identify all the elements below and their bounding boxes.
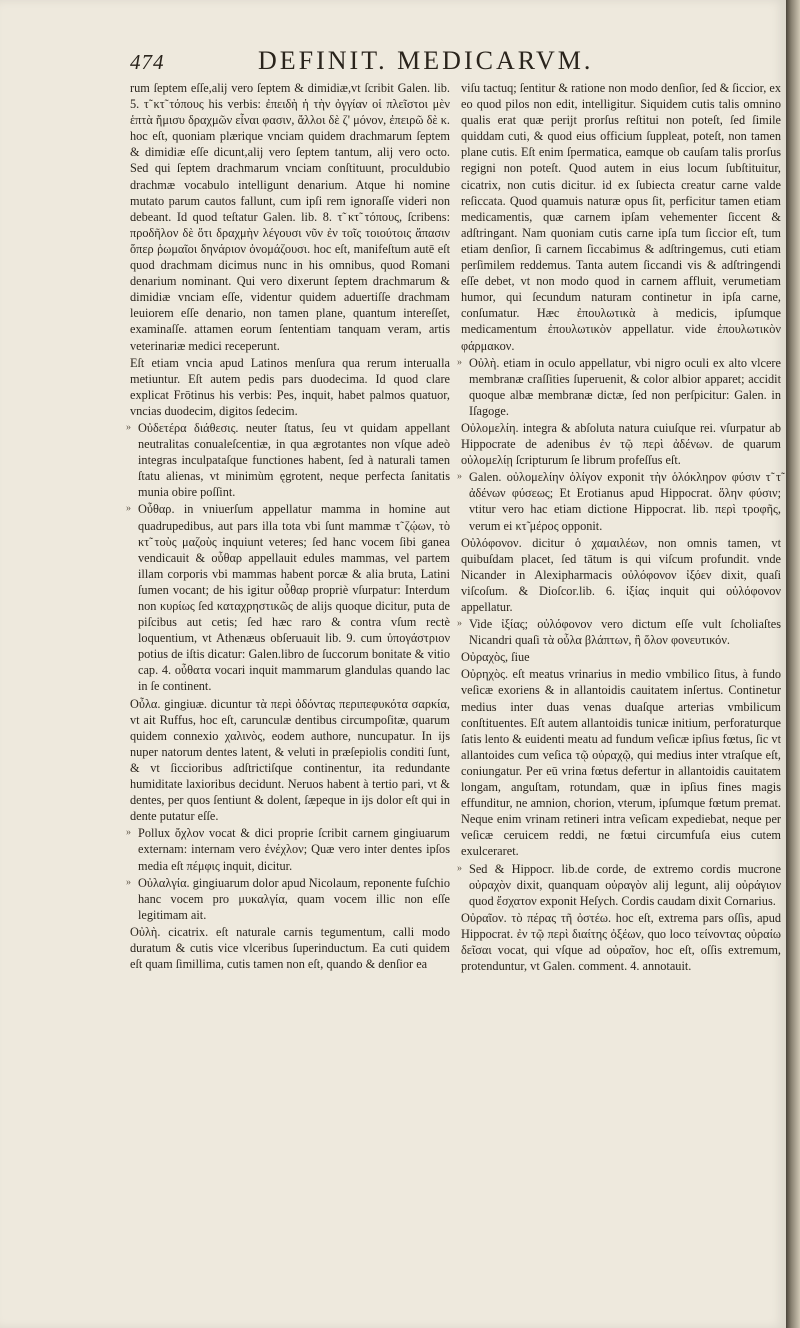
paragraph: Οὐραῖον. τὸ πέρας τῆ ὀστέω. hoc eſt, extrema pars oſſis, apud Hippocrat. ἐν τῷ περὶ διαίτης ὀξέων, quo loco τείνοντας οὐραίω δεῖσαι vocat, qui vſque ad οὐραῖον, hoc eſt, oſſis extremum, protenduntur, vt Galen. comment. 4. annotauit. (461, 910, 781, 974)
paragraph: rum ſeptem eſſe,alij vero ſeptem & dimidiæ,vt ſcribit Galen. lib. 5. τ̃ κτ̃ τόπους his verbis: ἐπειδὴ ἡ τὴν ὀγγίαν οἱ πλεῖστοι μὲν ἑπτὰ ἥμισυ δραχμῶν εἶναι φασιν, ἄλλοι δὲ ζ' μόνον, ἐπειρῶ δὲ κ. hoc eſt, quoniam plærique vnciam quidem drachmarum ſeptem & dimidiæ eſſe dicunt,alij vero ſeptem tantum, alij vero octo. Sed qui ſeptem drachmarum vnciam conſtituunt, proculdubio drachmæ vocabulo intelligunt denarium. Atque hi nomine mutato parum cautos fallunt, cum ipſi rem ignoraſſe videri non debeant. Id quod teſtatur Galen. lib. 8. τ̃ κτ̃ τόπους, ſcribens: προδῆλον δὲ ὅτι δραχμὴν λέγουσι νῦν ἐν τοῖς τοιούτοις ἅπασιν ὅπερ ῥωμαῖοι δηνάριον ὀνομάζουσι. hoc eſt, manifeſtum autē eſt quod drachmam dicimus nunc in his omnibus, quod Romani denarium nominant. Qui vero dixerunt ſeptem drachmarum & dimidiæ vnciam eſſe, videntur quidem aduertiſſe drachmam leuiorem eſſe denario, non tamen plane, quantum intereſſet, examinaſſe. attamen eorum ſententiam tanquam veram, artis veterinariæ medici receperunt. (130, 81, 450, 353)
left-text-column (130, 80, 450, 973)
paragraph: Οὐλομελίη. integra & abſoluta natura cuiuſque rei. vſurpatur ab Hippocrate de adenibus ἐν τῷ περὶ ἀδένων. de quarum οὐλομελίῃ ſcripturum ſe librum profeſſus eſt. (461, 420, 781, 468)
paragraph: » Galen. οὐλομελίην ὀλίγον exponit τὴν ὁλόκληρον φύσιν τ̃ τ̃ ἀδένων φύσεως; Et Erotianus apud Hippocrat. ὅλην φύσιν; vtitur vero hac etiam dictione Hippocrat. lib. περὶ τροφῆς, verum ei κτ̃ μέρος opponit. (461, 469, 781, 533)
paragraph: » Οὖθαρ. in vniuerſum appellatur mamma in homine aut quadrupedibus, aut pars illa tota vbi ſunt mammæ τ̃ ζῴων, τὸ κτ̃ τοὺς μαζοὺς inquiunt veteres; ſed hanc vocem ſibi ganea vendicauit & οὖθαρ appellauit edules mammas, vel partem illam corporis vbi mammas habent porcæ & alia bruta, Latini ſumen vocant; de his igitur οὖθαρ propriè vſurpatur: Interdum non κυρίως ſed καταχρηστικῶς de alijs quoque dicitur, puta de piſcibus aut cetis; ſed hæc raro & contra vſum rectè loquentium, vt Athenæus obſeruauit lib. 9. cum ὑπογάστριον potius de iſtis dicatur: Galen.libro de ſuccorum bonitate & vitio cap. 4. οὖθατα vocari inquit mammarum glandulas quando lac in ſe continent. (130, 501, 450, 694)
paragraph: Οὐλὴ. cicatrix. eſt naturale carnis tegumentum, calli modo duratum & cutis vice vlceribus ſuperinductum. Ea cuti quidem eſt quam ſimillima, cutis tamen non eſt, quando & denſior ea (130, 924, 450, 972)
paragraph: Eſt etiam vncia apud Latinos menſura qua rerum interualla metiuntur. Eſt autem pedis pars duodecima. Id quod clare explicat Frōtinus his verbis: Pes, inquit, habet palmos quatuor, vncias duodecim, digitos ſedecim. (130, 355, 450, 418)
paragraph: Οὖλα. gingiuæ. dicuntur τὰ περὶ ὀδόντας περιπεφυκότα σαρκία, vt ait Ruffus, hoc eſt, carunculæ dentibus circumpoſitæ, quarum quidem connexio χαλινὸς, eodem authore, nuncupatur. In ijs nuper natorum dentes latent, & veluti in præſepiolis conditi ſunt, & vt ſiccioribus adſtrictiſque continentur, ita redundante humiditate laxioribus decidunt. Neruos habent à tertio pari, vt & dentes, per quos ſentiunt & dolent, ſæpeque in ijs dolor eſt qui in dente putatur eſſe. (130, 696, 450, 824)
page-header (130, 42, 770, 76)
paragraph: Οὐρηχὸς. eſt meatus vrinarius in medio vmbilico ſitus, à fundo veſicæ exoriens & in allantoidis cauitatem inſertus. Continetur medius inter duas venas duaſque arterias vmbilicum conſtituentes. Eſt autem allantoidis tunicæ initium, perforaturque ſatis lento & euidenti meatu ad fundum veſicæ ipſius fœtus, ſic vt allantoides cum veſica τῷ οὐραχῷ, qui medius inter vtraſque eſt, coniungatur. Per eū vrina fœtus defertur in allantoidis cauitatem longam, anguſtam, rotundam, quæ in ipſius fines magis effunditur, ne amnion, chorion, vterum, ipſumque fœtum premat. Neque enim vrinam retineri intra veſicam expediebat, neque per veſicæ ceruicem reddi, ne fœtui circumfuſa eius cutem exulceraret. (461, 667, 781, 859)
paragraph: » Pollux ὄχλον vocat & dici proprie ſcribit carnem gingiuarum externam: internam vero ἐνέχλον; Quæ vero inter dentes ipſos media eſt πέμφις inquit, dicitur. (130, 825, 450, 873)
paragraph: viſu tactuq; ſentitur & ratione non modo denſior, ſed & ſiccior, ex eo quod pilos non edit, intelligitur. Siquidem cutis talis omnino qualis erat quæ perijt prorſus reſtitui non poteſt, ſed ſimile quiddam cuti, & quod eius officium ſuppleat, poteſt, non tamen plane cutis. Eſt enim ſpermatica, eamque ob cauſam talis prorſus regigni non poteſt. Quod autem in eius locum ſubſtituitur, cicatrix, non cutis dicitur. id ex ſubiecta creatur carne valde reſiccata. Quod quamuis naturæ opus ſit, perficitur tamen etiam medicamentis, quæ carnem ipſam vehementer ſiccent & adſtringant. Nam quoniam cutis carne ipſa tum ſiccior eſt, tum etiam denſior, ſi carnem ſiccabimus & adſtringemus, cuti etiam perſimilem reddemus. Tanta autem ſiccandi vis & adſtringendi eſſe debet, vt non modo quod in carnem affluit, verumetiam humor, qui ſecundum naturam continetur in ipſa carne, conſumatur. Hæc ἐπουλωτικὰ à medicis, ipſumque medicamentum ἐπουλωτικὸν appellatur. vide ἐπουλωτικὸν φάρμακον. (461, 81, 781, 353)
paragraph: » Οὐλὴ. etiam in oculo appellatur, vbi nigro oculi ex alto vlcere membranæ craſſities ſuperuenit, & color albior apparet; accidit quoque albæ membranæ dictæ, ſed non perſpicitur: Galen. in Iſagoge. (461, 355, 781, 419)
paragraph: » Οὐδετέρα διάθεσις. neuter ſtatus, ſeu vt quidam appellant neutralitas conualeſcentiæ, in qua ægrotantes non vſque adeò integras inculpataſque functiones habent, ſed à naturali tamen ſtatu alienas, vt minimùm ęgrotent, neque perfecta ſanitatis munia obire poſſint. (130, 420, 450, 500)
paragraph: » Οὐλαλγία. gingiuarum dolor apud Nicolaum, reponente fuſchio hanc vocem pro μυκαλγία, quam vocem illic non eſſe legitimam ait. (130, 875, 450, 923)
running-title: DEFINIT. MEDICARVM. (258, 46, 594, 75)
page-number: 474 (130, 50, 165, 74)
paragraph: Οὐραχὸς, ſiue (461, 650, 530, 665)
paragraph: » Sed & Hippocr. lib.de corde, de extremo cordis mucrone οὐραχὸν dixit, quanquam οὐραγὸν alij legunt, alij οὐράγιον quod ἔσχατον exponit Heſych. Cordis caudam dixit Cornarius. (461, 861, 781, 909)
paragraph: Οὐλόφονον. dicitur ὁ χαμαιλέων, non omnis tamen, vt quibuſdam placet, ſed tātum is qui viſcum profundit. vnde Nicander in Alexipharmacis οὐλόφονον ἰξόεν dixit, quaſi viſcoſum. & Dioſcor.lib. 6. ἰξίας inquit qui οὐλόφονον appellatur. (461, 535, 781, 614)
paragraph: » Vide ἰξίας; οὐλόφονον vero dictum eſſe vult ſcholiaſtes Nicandri quaſi τὰ οὖλα βλάπτων, ἢ ὅλον φονευτικόν. (461, 616, 781, 648)
right-text-column (461, 80, 781, 975)
book-gutter-edge (786, 0, 800, 1328)
